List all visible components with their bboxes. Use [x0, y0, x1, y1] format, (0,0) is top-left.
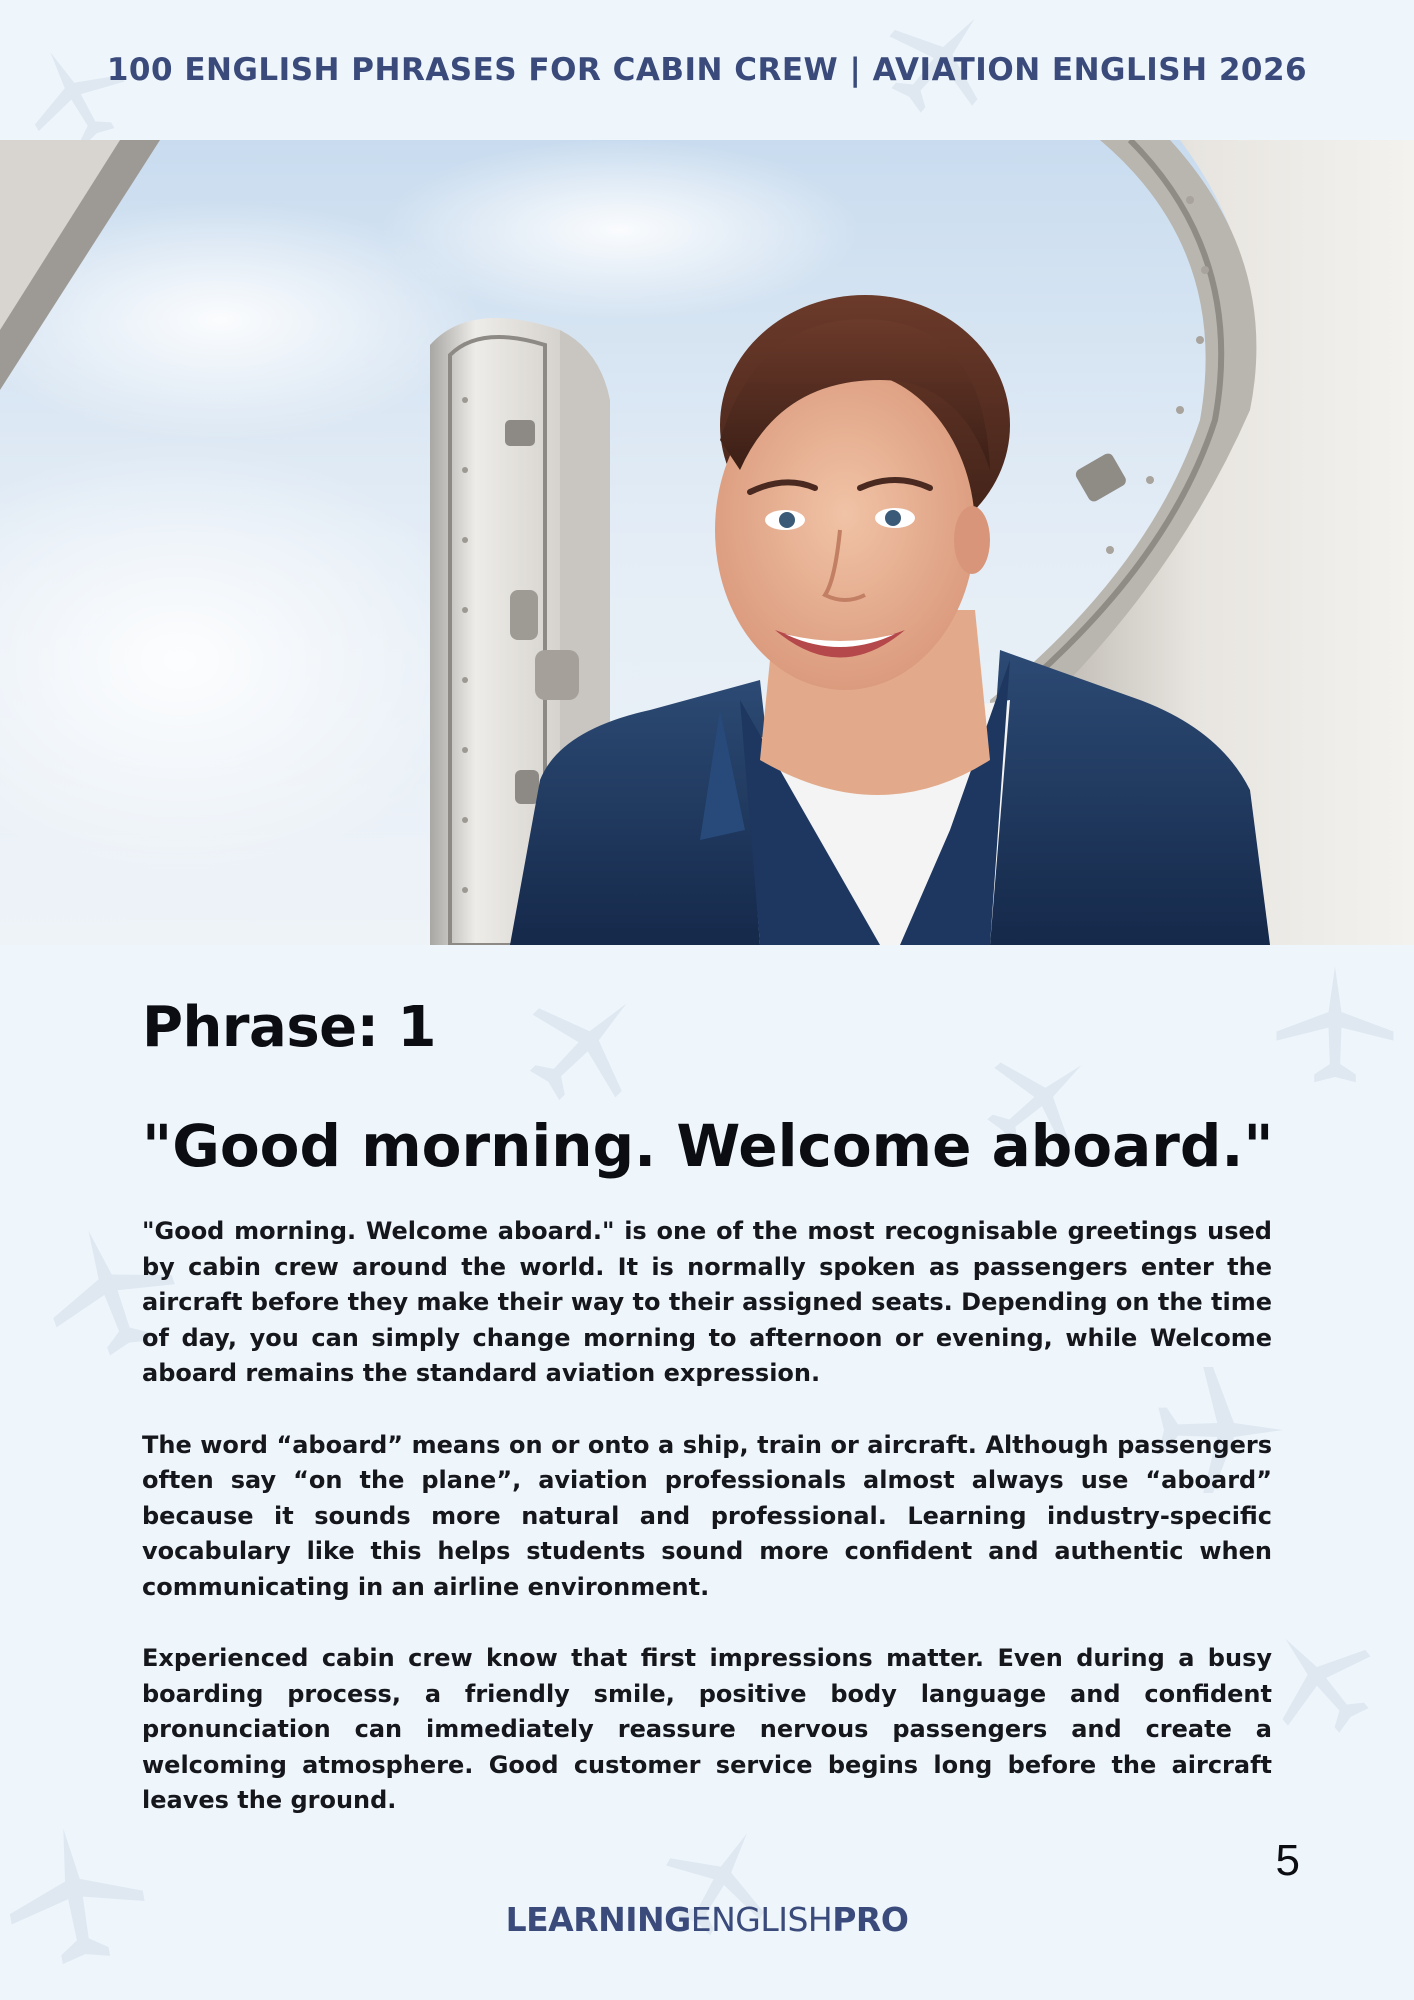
airplane-icon [1270, 960, 1400, 1090]
phrase-quote: "Good morning. Welcome aboard." [142, 1112, 1274, 1180]
phrase-content [142, 995, 1272, 1855]
brand-text-pro: PRO [832, 1900, 909, 1939]
phrase-number-heading: Phrase: 1 [142, 995, 436, 1060]
brand-text-learning: LEARNING [505, 1900, 691, 1939]
paragraph: Experienced cabin crew know that first impressions matter. Even during a busy boarding process, a friendly smile, positive body language and confident pronunciation can immediately reassure nervous passengers and create a welcoming atmosphere. Good customer service begins long before the aircraft leaves the ground. [142, 1644, 1272, 1814]
page-header [0, 0, 1414, 140]
airplane-icon [0, 1808, 162, 1982]
hero-photo [0, 140, 1414, 945]
footer-brand-logo [0, 1900, 1414, 1939]
brand-text-english: ENGLISH [690, 1900, 833, 1939]
page-header-title: 100 ENGLISH PHRASES FOR CABIN CREW | AVIATION ENGLISH 2026 [106, 52, 1308, 88]
flight-attendant-photo [0, 140, 1414, 945]
page-number: 5 [1275, 1836, 1300, 1885]
paragraph: The word “aboard” means on or onto a ship, train or aircraft. Although passengers often say “on the plane”, aviation professionals almost always use “aboard” because it sounds more natural and professional. Learning industry-specific vocabulary like this helps students sound more confident and authentic when communicating in an airline environment. [142, 1430, 1272, 1601]
paragraph: "Good morning. Welcome aboard." is one of the most recognisable greetings used by cabin crew around the world. It is normally spoken as passengers enter the aircraft before they make their way to their assigned seats. Depending on the time of day, you can simply change morning to afternoon or evening, while Welcome aboard remains the standard aviation expression. [142, 1217, 1273, 1387]
